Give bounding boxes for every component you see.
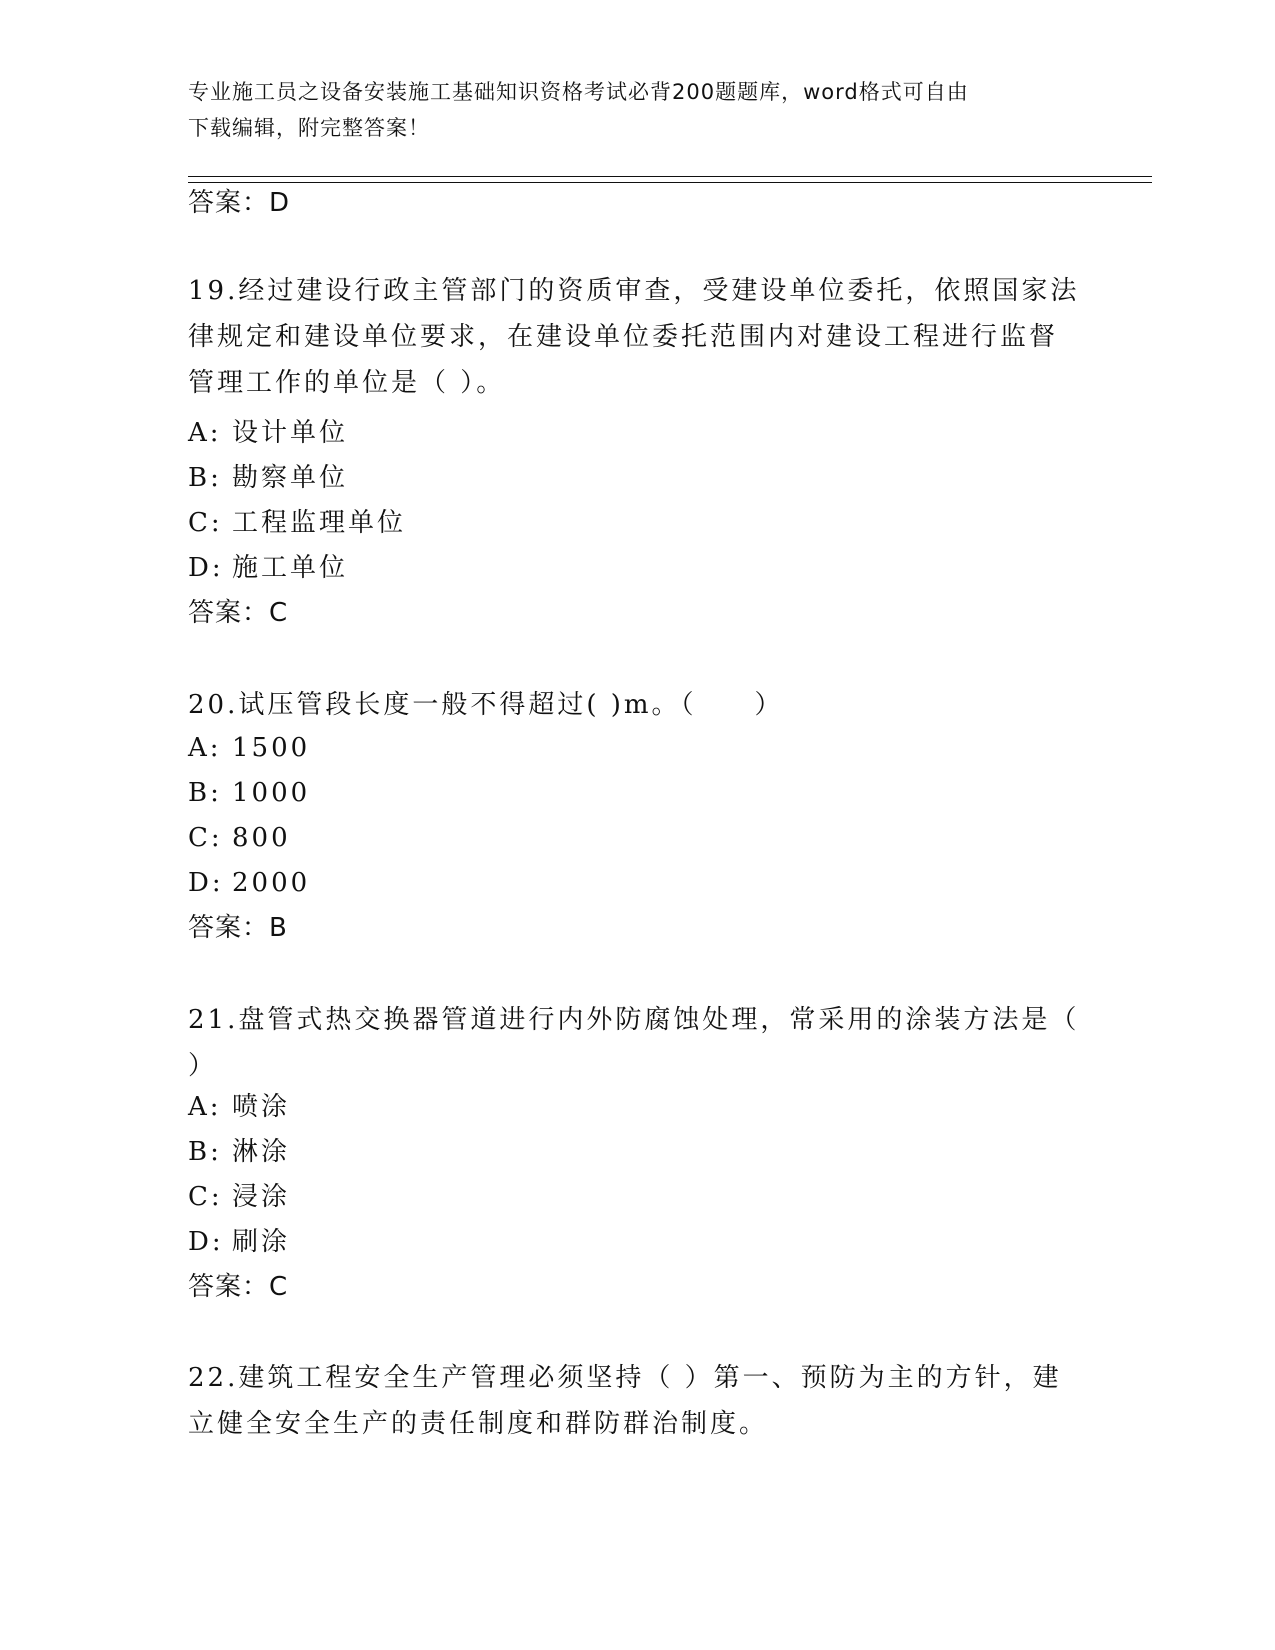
option-letter: A:	[188, 733, 222, 763]
answer-q19: 答案：C	[188, 598, 289, 628]
q21-option-b	[188, 1135, 290, 1169]
question-21-line-1: 21.盘管式热交换器管道进行内外防腐蚀处理，常采用的涂装方法是（	[188, 1005, 1080, 1035]
option-letter: C:	[188, 508, 223, 538]
question-22	[188, 1355, 1088, 1447]
option-text: 喷涂	[232, 1092, 291, 1122]
option-letter: A:	[188, 1092, 222, 1122]
q21-option-c	[188, 1180, 290, 1214]
option-letter: D:	[188, 1227, 224, 1257]
answer-q20: 答案：B	[188, 913, 288, 943]
option-text: 2000	[232, 868, 311, 898]
question-21	[188, 997, 1088, 1089]
q21-option-a	[188, 1090, 290, 1124]
q20-option-b	[188, 776, 310, 810]
option-text: 设计单位	[232, 418, 349, 448]
question-19-line-1: 19.经过建设行政主管部门的资质审查，受建设单位委托，依照国家法	[188, 276, 1080, 306]
question-22-line-1: 22.建筑工程安全生产管理必须坚持（ ）第一、预防为主的方针，建	[188, 1363, 1062, 1393]
answer-q21: 答案：C	[188, 1272, 289, 1302]
option-letter: D:	[188, 553, 224, 583]
question-21-line-2: ）	[188, 1051, 218, 1081]
q20-option-c	[188, 821, 291, 855]
header-divider-top	[188, 176, 1152, 177]
option-text: 淋涂	[232, 1137, 291, 1167]
q19-option-c	[188, 506, 406, 540]
option-letter: C:	[188, 1182, 223, 1212]
q21-option-d	[188, 1225, 290, 1259]
q20-option-a	[188, 731, 310, 765]
question-19	[188, 268, 1088, 406]
option-text: 工程监理单位	[232, 508, 407, 538]
option-text: 浸涂	[232, 1182, 291, 1212]
option-text: 800	[232, 823, 291, 853]
question-19-line-3: 管理工作的单位是（ ）。	[188, 368, 506, 398]
option-letter: C:	[188, 823, 223, 853]
q19-option-d	[188, 551, 348, 585]
option-text: 刷涂	[232, 1227, 291, 1257]
q19-option-b	[188, 461, 348, 495]
question-22-line-2: 立健全安全生产的责任制度和群防群治制度。	[188, 1409, 769, 1439]
option-text: 1000	[232, 778, 311, 808]
option-letter: B:	[188, 463, 222, 493]
question-20-line-1: 20.试压管段长度一般不得超过( )m。（ ）	[188, 690, 784, 720]
header-line-2: 下载编辑，附完整答案！	[188, 116, 430, 140]
q20-option-d	[188, 866, 310, 900]
document-header	[188, 74, 1088, 146]
option-letter: B:	[188, 778, 222, 808]
option-text: 1500	[232, 733, 311, 763]
option-letter: B:	[188, 1137, 222, 1167]
option-letter: A:	[188, 418, 222, 448]
option-letter: D:	[188, 868, 224, 898]
answer-q18: 答案：D	[188, 188, 291, 218]
option-text: 勘察单位	[232, 463, 349, 493]
option-text: 施工单位	[232, 553, 349, 583]
question-19-line-2: 律规定和建设单位要求，在建设单位委托范围内对建设工程进行监督	[188, 322, 1059, 352]
header-line-1: 专业施工员之设备安装施工基础知识资格考试必背200题题库，word格式可自由	[188, 80, 969, 104]
header-divider-bottom	[188, 182, 1152, 183]
question-20	[188, 682, 1088, 728]
q19-option-a	[188, 416, 348, 450]
